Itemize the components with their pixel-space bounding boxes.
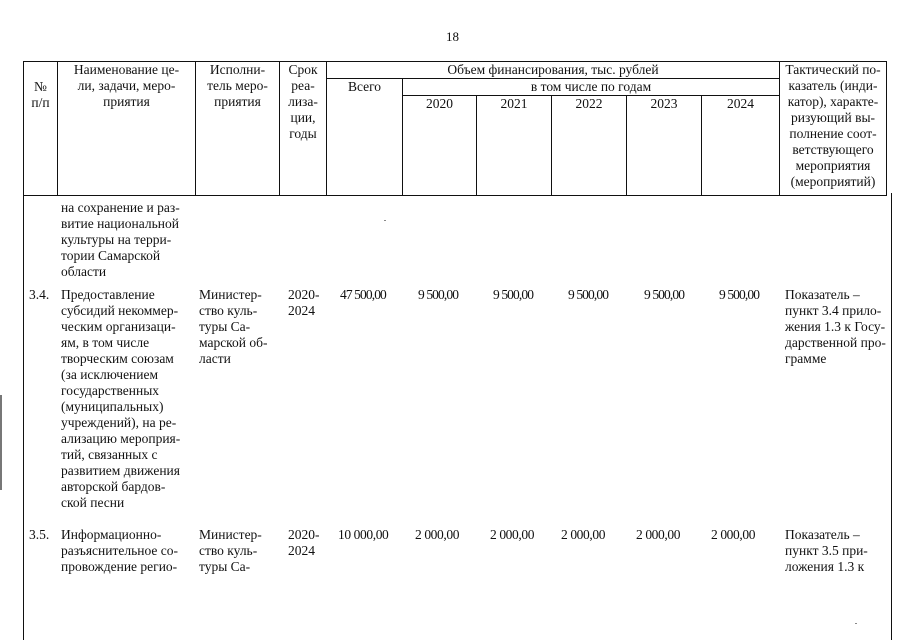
row-number: 3.5. [29, 527, 50, 542]
row-name: на сохранение и раз- витие национальной культуры на терри- тории Самарской области [61, 200, 180, 279]
row-value-2022: 9 500,00 [568, 287, 609, 302]
header-col-executor [196, 62, 280, 196]
table-header [23, 61, 887, 196]
page-number: 18 [446, 29, 459, 44]
scan-artifact [0, 395, 2, 490]
row-term: 2020- 2024 [288, 527, 320, 558]
header-year-2024: 2024 [702, 96, 780, 196]
header-col-number-text: № п/п [31, 79, 50, 110]
row-value-2024: 9 500,00 [719, 287, 760, 302]
row-value-2020: 9 500,00 [418, 287, 459, 302]
row-executor: Министер- ство куль- туры Са- марской об- ласти [199, 287, 268, 366]
scan-speck [384, 220, 386, 221]
header-col-term-text: Срок реа- лиза- ции, годы [288, 62, 318, 141]
row-value-2023: 2 000,00 [636, 527, 681, 542]
row-indicator: Показатель – пункт 3.4 прило- жения 1.3 к Госу- дарственной про- грамме [785, 287, 886, 366]
header-col-name-text: Наименование це- ли, задачи, меро- приятия [73, 62, 180, 109]
header-col-executor-text: Исполни- тель меро- приятия [207, 62, 268, 109]
header-col-total: Всего [327, 79, 403, 196]
row-term: 2020- 2024 [288, 287, 320, 318]
header-col-by-year: в том числе по годам [403, 79, 780, 96]
header-col-term [280, 62, 327, 196]
row-value-2021: 2 000,00 [490, 527, 535, 542]
header-col-indicator-text: Тактический по- казатель (инди- катор), характе- ризующий вы- полнение соот- ветствующего мероприятия (мероприятий) [785, 62, 881, 189]
row-name: Информационно- разъяснительное со- провождение регио- [61, 527, 179, 574]
row-number: 3.4. [29, 287, 50, 302]
header-year-2023: 2023 [627, 96, 702, 196]
row-value-2021: 9 500,00 [493, 287, 534, 302]
header-col-number [24, 62, 58, 196]
row-value-2022: 2 000,00 [561, 527, 606, 542]
header-col-indicator [780, 62, 887, 196]
header-col-funding: Объем финансирования, тыс. рублей [327, 62, 780, 79]
header-year-2021: 2021 [477, 96, 552, 196]
row-value-2020: 2 000,00 [415, 527, 460, 542]
header-year-2022: 2022 [552, 96, 627, 196]
row-total: 10 000,00 [338, 527, 389, 542]
row-value-2023: 9 500,00 [644, 287, 685, 302]
page-left-border [23, 193, 24, 640]
row-name: Предоставление субсидий некоммер- ческим организаци- ям, в том числе творческим союзам (за исключением государственных (муниципальных) учреждений), на ре- ализацию мероприя- тий, связанных с развитием движения авторской бардов- ской песни [61, 287, 181, 510]
header-year-2020: 2020 [403, 96, 477, 196]
scan-speck [855, 623, 857, 624]
header-col-name [58, 62, 196, 196]
row-executor: Министер- ство куль- туры Са- [199, 527, 262, 574]
row-value-2024: 2 000,00 [711, 527, 756, 542]
row-total: 47 500,00 [340, 287, 386, 302]
row-indicator: Показатель – пункт 3.5 при- ложения 1.3 к [785, 527, 868, 574]
